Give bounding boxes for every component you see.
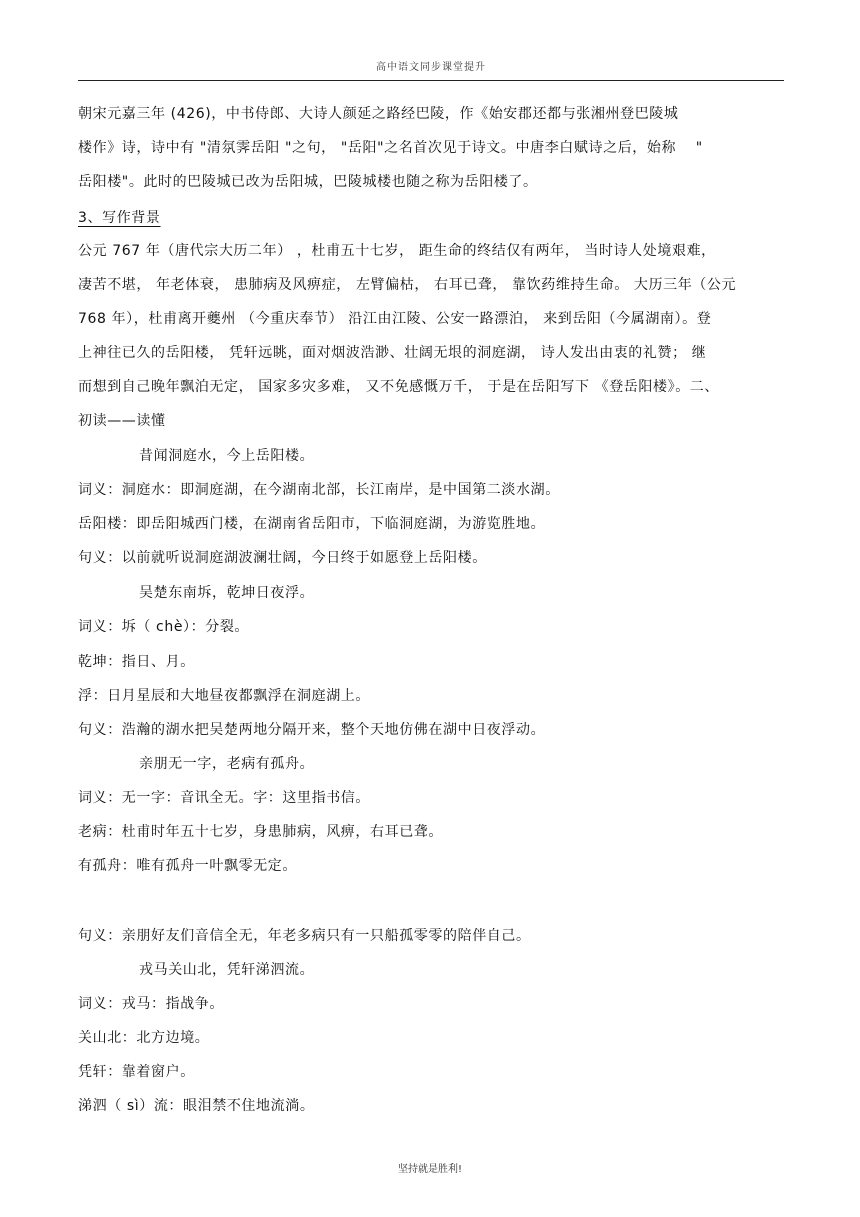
text-line: 上神往已久的岳阳楼， 凭轩远眺，面对烟波浩渺、壮阔无垠的洞庭湖， 诗人发出由衷的礼赞； 继 [78, 345, 707, 361]
header-divider [78, 80, 784, 81]
text-line: 关山北：北方边境。 [78, 1030, 210, 1046]
text-line: 句义：以前就听说洞庭湖波澜壮阔，今日终于如愿登上岳阳楼。 [78, 550, 487, 566]
text-line: 句义：浩瀚的湖水把吴楚两地分隔开来，整个天地仿佛在湖中日夜浮动。 [78, 722, 546, 738]
text-line: 词义：无一字：音讯全无。字：这里指书信。 [78, 790, 370, 806]
text-line: 乾坤：指日、月。 [78, 654, 195, 670]
text-line: 词义：坼（ chè）：分裂。 [78, 619, 250, 635]
text-line: 浮：日月星辰和大地昼夜都飘浮在洞庭湖上。 [78, 688, 370, 704]
text-line: 老病：杜甫时年五十七岁，身患肺病，风痹，右耳已聋。 [78, 824, 443, 840]
poem-line: 吴楚东南坼，乾坤日夜浮。 [139, 585, 315, 601]
text-line: 楼作》诗，诗中有 "清氛霁岳阳 "之句， "岳阳"之名首次见于诗文。中唐李白赋诗之后，始称 " [78, 140, 703, 156]
poem-line: 戎马关山北，凭轩涕泗流。 [139, 962, 315, 978]
text-line: 凭轩：靠着窗户。 [78, 1064, 195, 1080]
text-line: 词义：洞庭水：即洞庭湖，在今湖南北部，长江南岸，是中国第二淡水湖。 [78, 482, 560, 498]
poem-line: 昔闻洞庭水，今上岳阳楼。 [139, 448, 315, 464]
text-line: 而想到自己晚年飘泊无定， 国家多灾多难， 又不免感慨万千， 于是在岳阳写下 《登岳阳楼》。二、 [78, 379, 719, 395]
text-line: 初读——读懂 [78, 413, 166, 429]
text-line: 岳阳楼"。此时的巴陵城已改为岳阳城，巴陵城楼也随之称为岳阳楼了。 [78, 174, 538, 190]
text-line: 词义：戎马：指战争。 [78, 996, 224, 1012]
text-line: 涕泗（ sì）流：眼泪禁不住地流淌。 [78, 1098, 315, 1114]
text-line: 凄苦不堪， 年老体衰， 患肺病及风痹症， 左臂偏枯， 右耳已聋， 靠饮药维持生命。 大历三年（公元 [78, 277, 737, 293]
text-line: 768 年），杜甫离开夔州 （今重庆奉节） 沿江由江陵、公安一路漂泊， 来到岳阳（今属湖南）。登 [78, 311, 712, 327]
text-line: 句义：亲朋好友们音信全无，年老多病只有一只船孤零零的陪伴自己。 [78, 928, 531, 944]
text-line: 有孤舟：唯有孤舟一叶飘零无定。 [78, 858, 297, 874]
text-line: 朝宋元嘉三年 (426)，中书侍郎、大诗人颜延之路经巴陵，作《始安郡还都与张湘州登巴陵城 [78, 106, 679, 122]
text-line: 公元 767 年（唐代宗大历二年） ，杜甫五十七岁， 距生命的终结仅有两年， 当时诗人处境艰难， [78, 243, 716, 259]
page-footer: 坚持就是胜利! [397, 1164, 462, 1175]
text-line: 岳阳楼：即岳阳城西门楼，在湖南省岳阳市，下临洞庭湖，为游览胜地。 [78, 516, 546, 532]
page-header: 高中语文同步课堂提升 [376, 62, 486, 73]
poem-line: 亲朋无一字，老病有孤舟。 [139, 756, 315, 772]
section-heading: 3、写作背景 [78, 210, 161, 226]
